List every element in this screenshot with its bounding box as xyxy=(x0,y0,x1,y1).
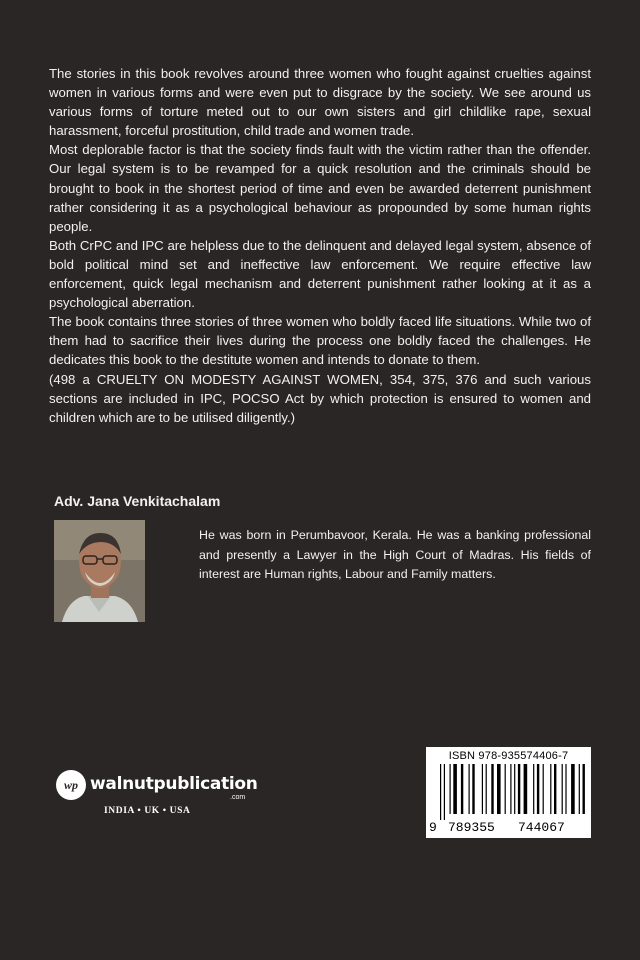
isbn-barcode xyxy=(426,747,591,838)
blurb-paragraph: Both CrPC and IPC are helpless due to the delinquent and delayed legal system, absence of bold political mind set and ineffective law enforcement. We require effective law enforcement, quick legal mechanism and deterrent punishment rather looking at it as a psychological aberration. xyxy=(49,237,591,311)
back-cover-blurb xyxy=(49,64,591,427)
barcode-lead-digit: 9 xyxy=(429,820,437,835)
author-name: Adv. Jana Venkitachalam xyxy=(54,493,221,509)
publisher-logo xyxy=(56,770,256,820)
blurb-paragraph: Most deplorable factor is that the society finds fault with the victim rather than the offender. Our legal system is to be revamped for a quick resolution and the criminals should be brought to book in the shortest period of time and even be awarded deterrent punishment rather considering it as a psychological behaviour as propounded by some human rights people. xyxy=(49,142,591,234)
blurb-paragraph: The stories in this book revolves around three women who fought against cruelties against women in various forms and were even put to disgrace by the society. We see around us various forms of torture meted out to our own sisters and girl childlike rape, sexual harassment, forceful prostitution, child trade and women trade. xyxy=(49,66,591,139)
barcode-left-digits: 789355 xyxy=(448,820,495,835)
barcode-right-digits: 744067 xyxy=(518,820,565,835)
author-bio: He was born in Perumbavoor, Kerala. He was a banking professional and presently a Lawyer in the High Court of Madras. His fields of interest are Human rights, Labour and Family matters. xyxy=(199,528,591,581)
publisher-name: walnutpublication xyxy=(90,774,258,794)
author-photo xyxy=(54,520,145,622)
walnut-logo-icon: wp xyxy=(56,770,86,800)
barcode-bars-icon xyxy=(432,764,585,820)
blurb-paragraph: The book contains three stories of three women who boldly faced life situations. While two of them had to sacrifice their lives during the process one boldly faced the challenges. He dedicates this book to the destitute women and intends to donate to them. xyxy=(49,314,591,368)
blurb-paragraph: (498 a CRUELTY ON MODESTY AGAINST WOMEN, 354, 375, 376 and such various sections are included in IPC, POCSO Act by which protection is ensured to women and children which are to be utilised diligently.) xyxy=(49,371,591,425)
isbn-label: ISBN 978-935574406-7 xyxy=(448,750,569,762)
publisher-domain: .com xyxy=(230,794,246,801)
publisher-countries: INDIA • UK • USA xyxy=(104,806,191,816)
